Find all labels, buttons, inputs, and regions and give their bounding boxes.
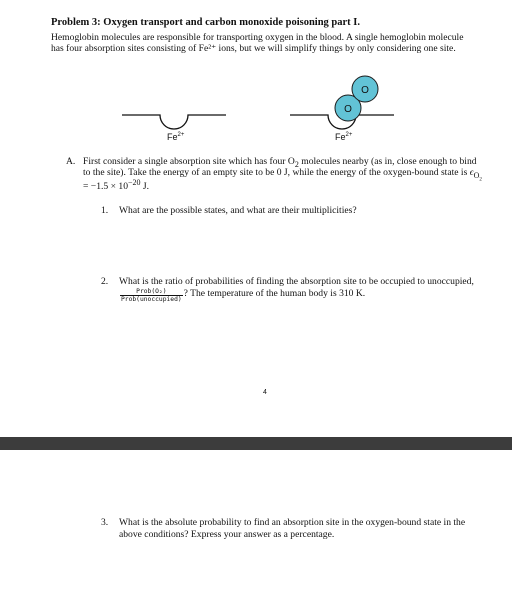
probability-ratio-fraction: $\frac{\text{Prob(O₂)}}{\text{Prob(unoccupied)}}$ — [121, 287, 182, 303]
part-a-text: First consider a single absorption site which has four $O_2$ molecules nearby (as in, close enough to bind to the site). Take the energy of an empty site to be 0 J, while the energy of the oxygen-bound state is $\epsilon_{O_2} = -1.5 \times 10^{-20}$ J. — [83, 156, 482, 192]
bound-site-label: $Fe^{2+}$ — [335, 132, 353, 142]
oxygen-label-1: O — [344, 104, 352, 115]
question-1 — [101, 205, 481, 217]
problem-title: Problem 3: Oxygen transport and carbon monoxide poisoning part I. — [51, 17, 360, 28]
page-separator — [0, 437, 512, 450]
part-a — [66, 156, 486, 192]
document-page-2 — [0, 450, 512, 601]
page-number: 4 — [263, 389, 267, 396]
hemoglobin-site-diagram — [110, 72, 430, 152]
question-1-number: 1. — [101, 205, 109, 216]
part-a-label: A. — [66, 156, 76, 167]
question-1-text: What are the possible states, and what are their multiplicities? — [119, 205, 357, 216]
oxygen-label-2: O — [361, 85, 369, 96]
question-2-number: 2. — [101, 276, 109, 287]
question-3-number: 3. — [101, 517, 109, 528]
question-2 — [101, 276, 486, 303]
empty-site-shape — [122, 115, 226, 129]
question-3 — [101, 517, 486, 540]
question-3-text: What is the absolute probability to find an absorption site in the oxygen-bound state in the above conditions? Express your answer as a percentage. — [119, 517, 466, 540]
empty-site-label: $Fe^{2+}$ — [167, 132, 185, 142]
question-2-text: What is the ratio of probabilities of finding the absorption site to be occupied to unoccupied, $\frac{\text{Prob(O₂)}}{\text{Prob(unoccupied)}}$ ? The temperature of the human body is 310 K. — [119, 276, 474, 303]
site-diagram-svg — [110, 72, 430, 152]
intro-paragraph: Hemoglobin molecules are responsible for transporting oxygen in the blood. A single hemoglobin molecule has four absorption sites consisting of Fe²⁺ ions, but we will simplify things by only considering one site. — [51, 32, 464, 55]
